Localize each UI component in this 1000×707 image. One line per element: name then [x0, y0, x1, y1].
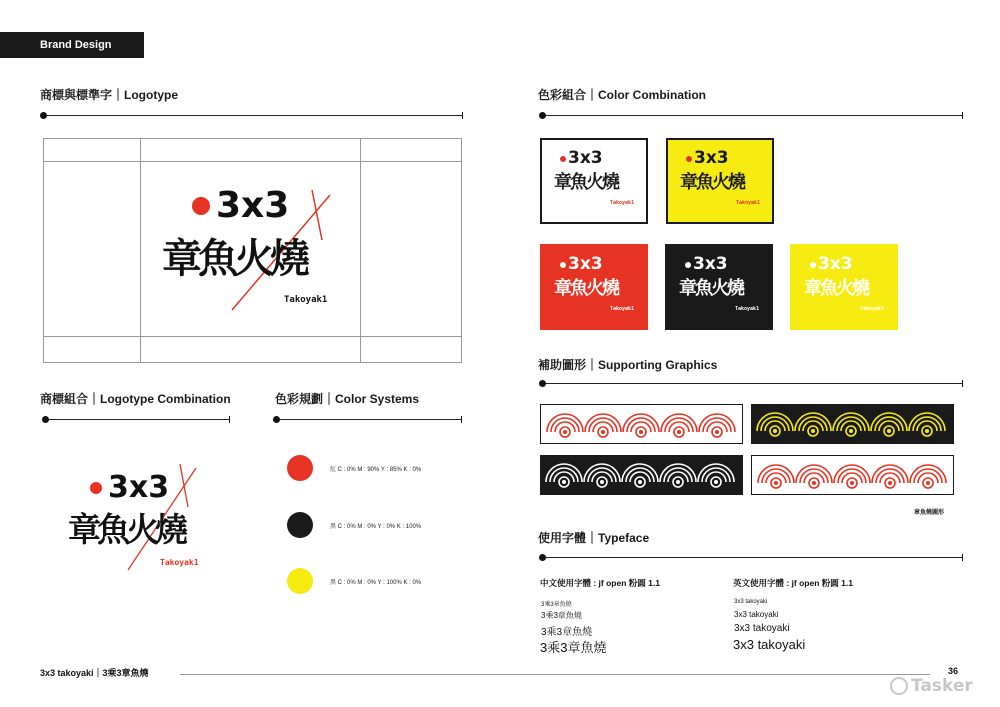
english-sample-l: 3x3 takoyaki: [733, 637, 806, 652]
logo-kanji: 章魚火燒: [162, 235, 306, 282]
takoyaki-arc-motif: [622, 464, 658, 487]
red-swatch-label: 紅 C : 0% M : 90% Y : 85% K : 0%: [330, 467, 422, 473]
takoyaki-arc-motif: [910, 465, 946, 488]
takoyaki-arc-motif: [546, 464, 582, 487]
logotype-title: 商標與標準字｜Logotype: [40, 88, 178, 102]
combo-black-panel: 3x3 章魚火燒 Takoyak1: [665, 244, 773, 330]
typeface-title: 使用字體｜Typeface: [538, 531, 650, 545]
yellow-swatch: [287, 568, 313, 594]
logotype-rule: [43, 115, 463, 116]
pattern-black-white: [540, 455, 743, 495]
takoyaki-arc-motif: [833, 413, 869, 436]
takoyaki-arc-motif: [871, 413, 907, 436]
logo-latin: Takoyak1: [160, 558, 199, 567]
combination-title: 商標組合｜Logotype Combination: [40, 392, 231, 406]
chinese-sample-l: 3乘3章魚燒: [540, 640, 607, 655]
watermark-text: Tasker: [911, 676, 973, 696]
pattern-white-red-2: [751, 455, 954, 495]
english-typeface-head: 英文使用字體 : jf open 粉圓 1.1: [733, 578, 853, 588]
pattern-black-yellow: [751, 404, 954, 444]
supporting-title: 補助圖形｜Supporting Graphics: [538, 358, 718, 372]
sun-icon: [192, 197, 210, 215]
watermark: [890, 676, 973, 696]
sun-icon: [90, 482, 102, 494]
english-sample-m: 3x3 takoyaki: [734, 623, 790, 634]
takoyaki-arc-motif: [661, 414, 697, 437]
takoyaki-arc-motif: [795, 413, 831, 436]
combination-logo: [68, 462, 208, 572]
takoyaki-arc-motif: [757, 413, 793, 436]
takoyaki-arc-motif: [796, 465, 832, 488]
combo-yellow-bordered-panel: 3x3 章魚火燒 Takoyak1: [666, 138, 774, 224]
english-sample-xs: 3x3 takoyaki: [734, 599, 768, 605]
chinese-sample-m: 3乘3章魚燒: [541, 627, 593, 638]
chinese-sample-s: 3乘3章魚燒: [541, 611, 582, 620]
yellow-swatch-label: 黑 C : 0% M : 0% Y : 100% K : 0%: [330, 580, 422, 586]
supporting-rule: [542, 383, 963, 384]
brand-design-tab: Brand Design: [0, 32, 144, 58]
combo-red-panel: 3x3 章魚火燒 Takoyak1: [540, 244, 648, 330]
color-systems-title: 色彩規劃｜Color Systems: [275, 392, 420, 406]
takoyaki-arc-motif: [698, 464, 734, 487]
chinese-sample-xs: 3乘3章魚燒: [541, 602, 572, 608]
black-swatch-label: 黑 C : 0% M : 0% Y : 0% K : 100%: [330, 524, 422, 530]
supporting-caption: 章魚燒圖形: [914, 510, 945, 516]
takoyaki-arc-motif: [623, 414, 659, 437]
footer-rule: [180, 674, 930, 675]
takoyaki-arc-motif: [584, 464, 620, 487]
color-combination-rule: [542, 115, 963, 116]
logo-numerals: 3x3: [216, 185, 290, 226]
black-swatch: [287, 512, 313, 538]
takoyaki-arc-motif: [834, 465, 870, 488]
combo-white-panel: 3x3 章魚火燒 Takoyak1: [540, 138, 648, 224]
logo-latin: Takoyak1: [284, 295, 328, 305]
logo-numerals: 3x3: [108, 470, 170, 505]
takoyaki-arc-motif: [660, 464, 696, 487]
color-systems-rule: [276, 419, 462, 420]
main-logo: [162, 185, 342, 315]
pattern-white-red: [540, 404, 743, 444]
combination-rule: [45, 419, 230, 420]
logo-kanji: 章魚火燒: [68, 510, 184, 549]
combo-yellow-panel: 3x3 章魚火燒 Takoyak1: [790, 244, 898, 330]
page-number: 36: [948, 666, 959, 676]
chinese-typeface-head: 中文使用字體 : jf open 粉圓 1.1: [540, 578, 660, 588]
takoyaki-arc-motif: [699, 414, 735, 437]
typeface-rule: [542, 557, 963, 558]
takoyaki-arc-motif: [585, 414, 621, 437]
takoyaki-arc-motif: [547, 414, 583, 437]
color-combination-title: 色彩組合｜Color Combination: [538, 88, 706, 102]
english-sample-s: 3x3 takoyaki: [734, 610, 779, 619]
takoyaki-arc-motif: [758, 465, 794, 488]
tasker-logo-icon: [890, 677, 908, 695]
red-swatch: [287, 455, 313, 481]
takoyaki-arc-motif: [909, 413, 945, 436]
footer-label: 3x3 takoyaki｜3乘3章魚燒: [40, 668, 149, 678]
takoyaki-arc-motif: [872, 465, 908, 488]
